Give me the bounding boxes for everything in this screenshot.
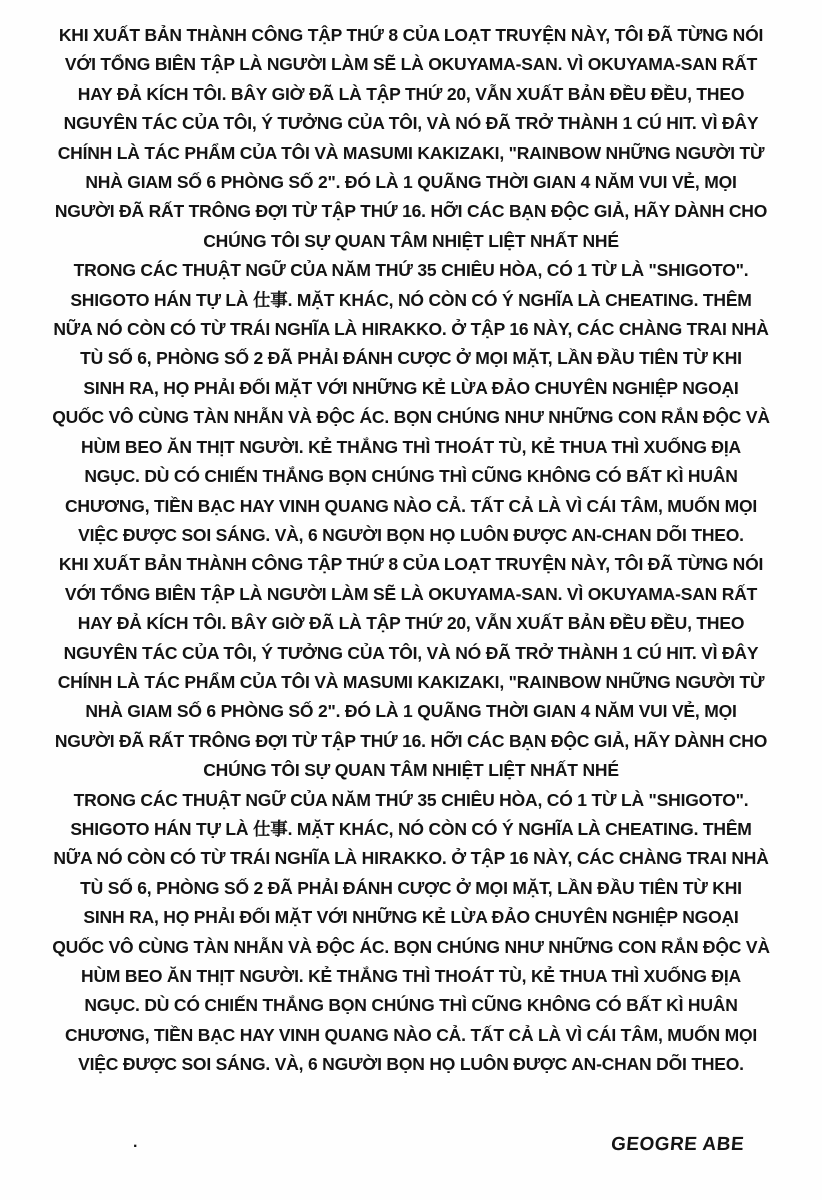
text-line: NỮA NÓ CÒN CÓ TỪ TRÁI NGHĨA LÀ HIRAKKO. Ở TẬP 16 NÀY, CÁC CHÀNG TRAI NHÀ <box>53 319 769 340</box>
text-line: NGUYÊN TÁC CỦA TÔI, Ý TƯỞNG CỦA TÔI, VÀ NÓ ĐÃ TRỞ THÀNH 1 CÚ HIT. VÌ ĐÂY <box>63 642 759 663</box>
text-line: CHƯƠNG, TIỀN BẠC HAY VINH QUANG NÀO CẢ. TẤT CẢ LÀ VÌ CÁI TÂM, MUỐN MỌI <box>64 495 758 516</box>
text-line: HÙM BEO ĂN THỊT NGƯỜI. KẺ THẮNG THÌ THOÁT TÙ, KẺ THUA THÌ XUỐNG ĐỊA <box>81 436 741 457</box>
text-line: KHI XUẤT BẢN THÀNH CÔNG TẬP THỨ 8 CỦA LOẠT TRUYỆN NÀY, TÔI ĐÃ TỪNG NÓI <box>58 554 764 575</box>
text-line: SINH RA, HỌ PHẢI ĐỐI MẶT VỚI NHỮNG KẺ LỪA ĐẢO CHUYÊN NGHIỆP NGOẠI <box>83 907 739 928</box>
text-line: NGƯỜI ĐÃ RẤT TRÔNG ĐỢI TỪ TẬP THỨ 16. HỠI CÁC BẠN ĐỘC GIẢ, HÃY DÀNH CHO <box>54 730 768 751</box>
text-line: SHIGOTO HÁN TỰ LÀ 仕事. MẶT KHÁC, NÓ CÒN CÓ Ý NGHĨA LÀ CHEATING. THÊM <box>70 289 752 310</box>
stray-ink-mark: . <box>133 1134 138 1151</box>
text-line: VIỆC ĐƯỢC SOI SÁNG. VÀ, 6 NGƯỜI BỌN HỌ LUÔN ĐƯỢC AN-CHAN DÕI THEO. <box>78 1054 744 1075</box>
text-line: VỚI TỔNG BIÊN TẬP LÀ NGƯỜI LÀM SẼ LÀ OKUYAMA-SAN. VÌ OKUYAMA-SAN RẤT <box>64 583 758 604</box>
text-line: NGƯỜI ĐÃ RẤT TRÔNG ĐỢI TỪ TẬP THỨ 16. HỠI CÁC BẠN ĐỘC GIẢ, HÃY DÀNH CHO <box>54 201 768 222</box>
text-line: HÙM BEO ĂN THỊT NGƯỜI. KẺ THẮNG THÌ THOÁT TÙ, KẺ THUA THÌ XUỐNG ĐỊA <box>81 966 741 986</box>
text-line: CHÚNG TÔI SỰ QUAN TÂM NHIỆT LIỆT NHẤT NHÉ <box>203 230 619 251</box>
text-line: CHÍNH LÀ TÁC PHẨM CỦA TÔI VÀ MASUMI KAKIZAKI, "RAINBOW NHỮNG NGƯỜI TỪ <box>57 671 765 692</box>
text-line: CHÍNH LÀ TÁC PHẨM CỦA TÔI VÀ MASUMI KAKIZAKI, "RAINBOW NHỮNG NGƯỜI TỪ <box>57 142 765 163</box>
text-line: CHÚNG TÔI SỰ QUAN TÂM NHIỆT LIỆT NHẤT NHÉ <box>203 760 619 781</box>
text-line: QUỐC VÔ CÙNG TÀN NHẪN VÀ ĐỘC ÁC. BỌN CHÚNG NHƯ NHỮNG CON RẮN ĐỘC VÀ <box>52 936 770 957</box>
text-line: NGỤC. DÙ CÓ CHIẾN THẮNG BỌN CHÚNG THÌ CŨNG KHÔNG CÓ BẤT KÌ HUÂN <box>84 466 738 487</box>
text-line: HAY ĐẢ KÍCH TÔI. BÂY GIỜ ĐÃ LÀ TẬP THỨ 20, VẪN XUẤT BẢN ĐỀU ĐỀU, THEO <box>77 83 745 104</box>
text-line: SHIGOTO HÁN TỰ LÀ 仕事. MẶT KHÁC, NÓ CÒN CÓ Ý NGHĨA LÀ CHEATING. THÊM <box>70 818 752 839</box>
text-line: QUỐC VÔ CÙNG TÀN NHẪN VÀ ĐỘC ÁC. BỌN CHÚNG NHƯ NHỮNG CON RẮN ĐỘC VÀ <box>52 407 770 428</box>
text-line: NHÀ GIAM SỐ 6 PHÒNG SỐ 2". ĐÓ LÀ 1 QUÃNG THỜI GIAN 4 NĂM VUI VẺ, MỌI <box>85 701 737 722</box>
author-signature: GEOGRE ABE <box>610 1134 746 1155</box>
text-line: NGUYÊN TÁC CỦA TÔI, Ý TƯỞNG CỦA TÔI, VÀ NÓ ĐÃ TRỞ THÀNH 1 CÚ HIT. VÌ ĐÂY <box>63 113 759 134</box>
text-line: CHƯƠNG, TIỀN BẠC HAY VINH QUANG NÀO CẢ. TẤT CẢ LÀ VÌ CÁI TÂM, MUỐN MỌI <box>64 1024 758 1045</box>
text-line: HAY ĐẢ KÍCH TÔI. BÂY GIỜ ĐÃ LÀ TẬP THỨ 20, VẪN XUẤT BẢN ĐỀU ĐỀU, THEO <box>77 613 745 634</box>
text-line: NHÀ GIAM SỐ 6 PHÒNG SỐ 2". ĐÓ LÀ 1 QUÃNG THỜI GIAN 4 NĂM VUI VẺ, MỌI <box>85 172 737 193</box>
text-line: KHI XUẤT BẢN THÀNH CÔNG TẬP THỨ 8 CỦA LOẠT TRUYỆN NÀY, TÔI ĐÃ TỪNG NÓI <box>58 25 764 45</box>
text-line: TÙ SỐ 6, PHÒNG SỐ 2 ĐÃ PHẢI ĐÁNH CƯỢC Ở MỌI MẶT, LẦN ĐẦU TIÊN TỪ KHI <box>80 877 742 898</box>
afterword-text-block <box>30 21 792 1080</box>
text-line: SINH RA, HỌ PHẢI ĐỐI MẶT VỚI NHỮNG KẺ LỪA ĐẢO CHUYÊN NGHIỆP NGOẠI <box>83 377 739 398</box>
text-line: NỮA NÓ CÒN CÓ TỪ TRÁI NGHĨA LÀ HIRAKKO. Ở TẬP 16 NÀY, CÁC CHÀNG TRAI NHÀ <box>53 848 769 869</box>
text-line: TRONG CÁC THUẬT NGỮ CỦA NĂM THỨ 35 CHIÊU HÒA, CÓ 1 TỪ LÀ "SHIGOTO". <box>73 789 749 810</box>
text-line: TÙ SỐ 6, PHÒNG SỐ 2 ĐÃ PHẢI ĐÁNH CƯỢC Ở MỌI MẶT, LẦN ĐẦU TIÊN TỪ KHI <box>80 348 742 369</box>
text-line: VIỆC ĐƯỢC SOI SÁNG. VÀ, 6 NGƯỜI BỌN HỌ LUÔN ĐƯỢC AN-CHAN DÕI THEO. <box>78 524 744 545</box>
text-line: NGỤC. DÙ CÓ CHIẾN THẮNG BỌN CHÚNG THÌ CŨNG KHÔNG CÓ BẤT KÌ HUÂN <box>84 995 738 1016</box>
text-line: TRONG CÁC THUẬT NGỮ CỦA NĂM THỨ 35 CHIÊU HÒA, CÓ 1 TỪ LÀ "SHIGOTO". <box>73 260 749 281</box>
text-line: VỚI TỔNG BIÊN TẬP LÀ NGƯỜI LÀM SẼ LÀ OKUYAMA-SAN. VÌ OKUYAMA-SAN RẤT <box>64 54 758 75</box>
